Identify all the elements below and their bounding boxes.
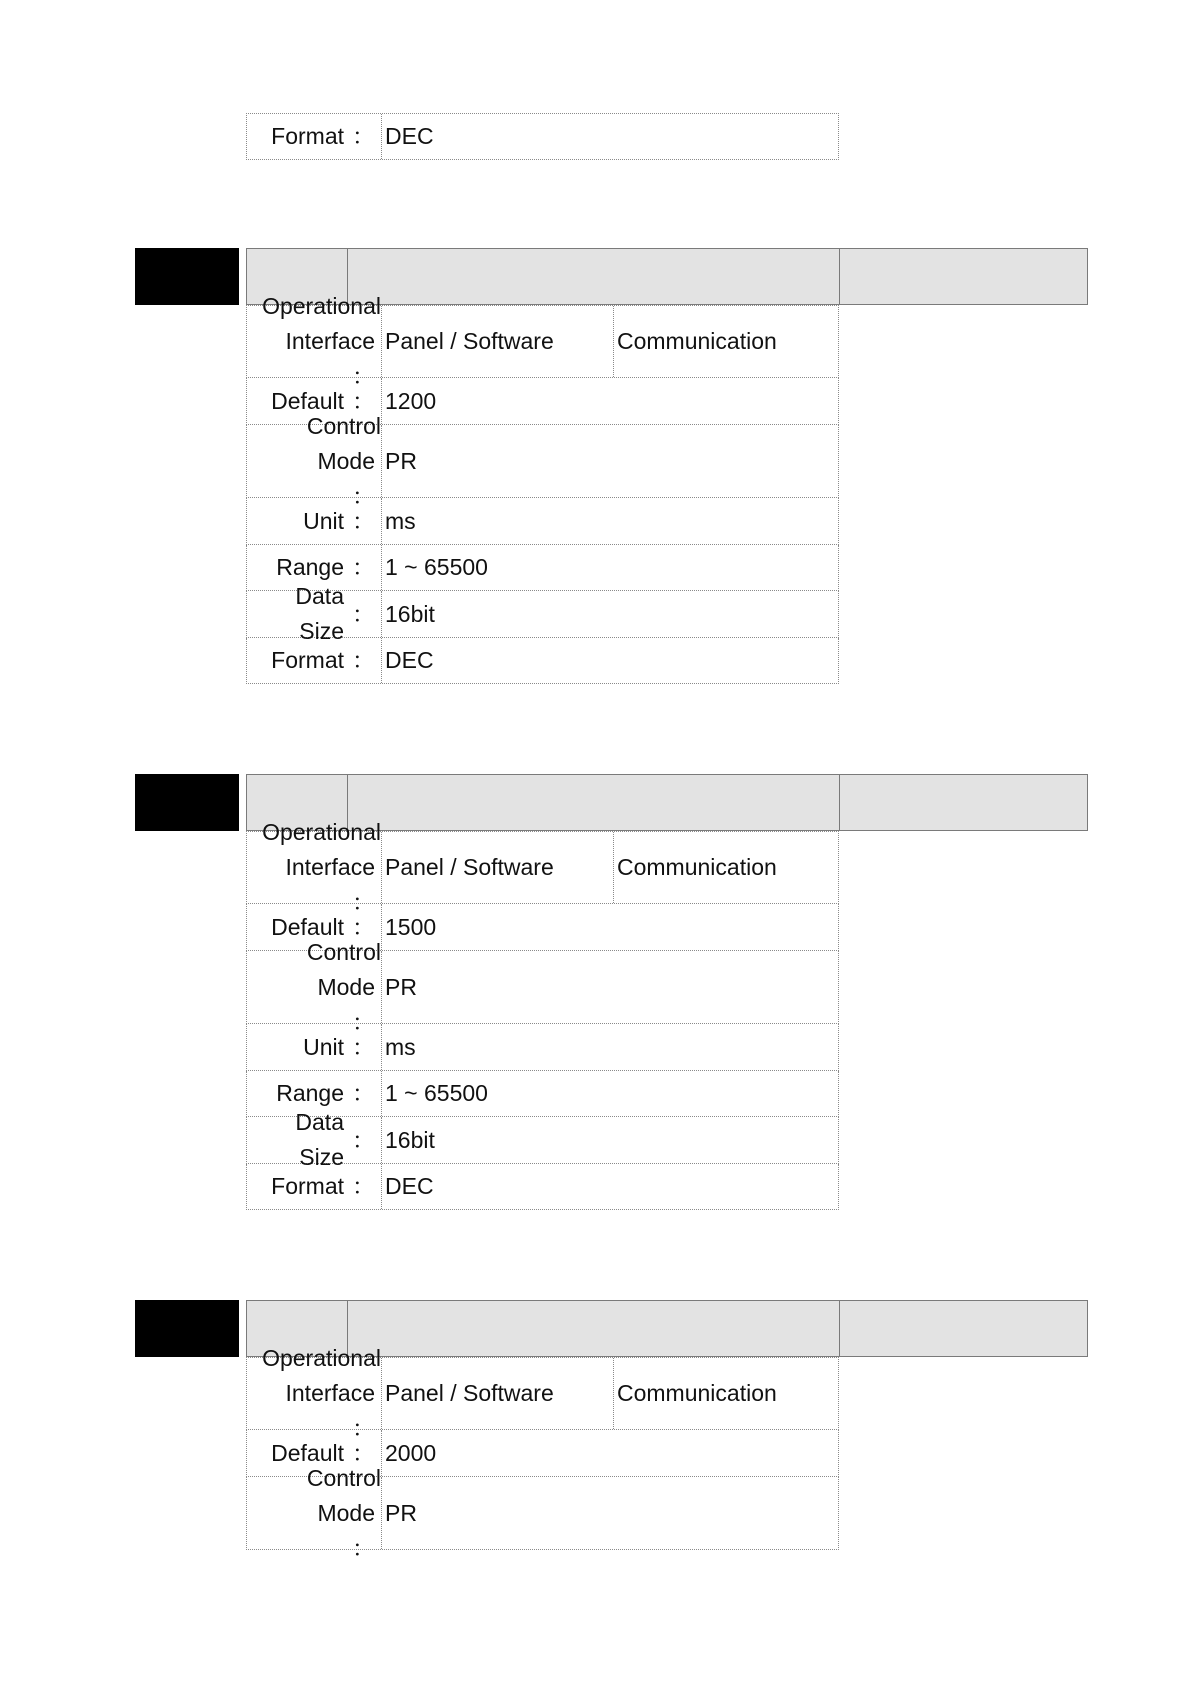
interface-panel-software: Panel / Software: [385, 306, 614, 377]
default-value: 1200: [385, 387, 437, 414]
data-size-label: Data Size ：: [247, 1117, 382, 1163]
control-mode-value: PR: [385, 447, 417, 474]
default-value: 1500: [385, 913, 437, 940]
format-row: [246, 1164, 839, 1210]
unit-row: [246, 498, 839, 545]
interface-label: Operational Interface ：: [247, 1358, 382, 1429]
range-value: 1 ~ 65500: [385, 1080, 488, 1106]
control-mode-label: Control Mode ：: [247, 951, 382, 1023]
control-mode-label: Control Mode ：: [247, 1477, 382, 1549]
format-row: [246, 638, 839, 684]
unit-value: ms: [385, 1033, 416, 1060]
format-label: Format ：: [247, 114, 382, 159]
parameter-code-tab: [135, 248, 239, 305]
parameter-code-tab: [135, 1300, 239, 1357]
unit-row: [246, 1024, 839, 1071]
interface-row: [246, 293, 839, 389]
interface-panel-software: Panel / Software: [385, 832, 614, 903]
format-value: DEC: [385, 1173, 434, 1199]
data-size-row: [246, 1109, 839, 1170]
unit-value: ms: [385, 507, 416, 534]
unit-label: Unit ：: [247, 1024, 382, 1070]
data-size-value: 16bit: [385, 600, 435, 627]
interface-label: Operational Interface ：: [247, 832, 382, 903]
format-label: Format ：: [247, 638, 382, 683]
data-size-row: [246, 583, 839, 644]
control-mode-row: [246, 412, 839, 509]
control-mode-row: [246, 938, 839, 1035]
unit-label: Unit ：: [247, 498, 382, 544]
interface-label: Operational Interface ：: [247, 306, 382, 377]
parameter-table: [246, 293, 839, 684]
interface-row: [246, 819, 839, 915]
parameter-table: [246, 1345, 839, 1561]
interface-communication: Communication: [617, 1380, 777, 1406]
default-label: Default ：: [247, 378, 382, 424]
range-label: Range ：: [247, 1071, 382, 1116]
data-size-value: 16bit: [385, 1126, 435, 1153]
format-label: Format ：: [247, 1164, 382, 1209]
interface-communication: Communication: [617, 328, 777, 354]
range-label: Range ：: [247, 545, 382, 590]
interface-communication: Communication: [617, 854, 777, 880]
format-value: DEC: [385, 647, 434, 673]
default-label: Default ：: [247, 904, 382, 950]
parameter-code-tab: [135, 774, 239, 831]
format-value: DEC: [385, 123, 434, 149]
parameter-table: [246, 819, 839, 1210]
control-mode-value: PR: [385, 973, 417, 1000]
default-value: 2000: [385, 1439, 437, 1466]
control-mode-value: PR: [385, 1499, 417, 1526]
range-value: 1 ~ 65500: [385, 554, 488, 580]
default-label: Default ：: [247, 1430, 382, 1476]
control-mode-row: [246, 1464, 839, 1561]
data-size-label: Data Size ：: [247, 591, 382, 637]
interface-panel-software: Panel / Software: [385, 1358, 614, 1429]
format-row-top: [246, 113, 839, 160]
interface-row: [246, 1345, 839, 1441]
control-mode-label: Control Mode ：: [247, 425, 382, 497]
